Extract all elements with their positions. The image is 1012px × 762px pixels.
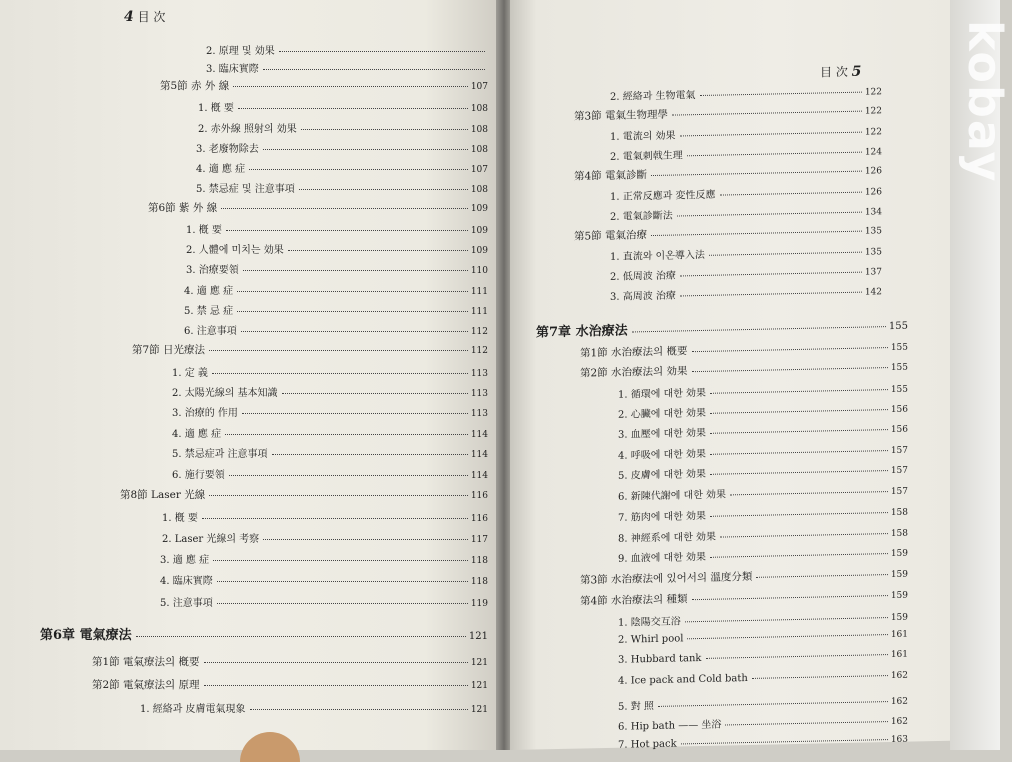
dot-leader [687,152,862,157]
toc-entry-label: 2. 太陽光線의 基本知識 [172,388,278,399]
toc-entry-label: 4. 適 應 症 [172,429,222,440]
toc-entry-label: 第4節 水治療法의 種類 [580,593,688,608]
toc-entry [40,624,488,643]
toc-entry-label: 9. 血液에 대한 効果 [618,551,707,565]
dot-leader [226,230,468,231]
toc-entry-label: 3. 臨床實際 [206,64,259,75]
dot-leader [212,373,468,374]
toc-entry-label: 第3節 電氣生物理學 [574,108,669,123]
dot-leader [658,701,888,707]
toc-entry [618,608,908,629]
toc-entry-label: 3. 老廢物除去 [196,144,259,155]
toc-entry-label: 4. 適 應 症 [184,286,234,297]
toc-entry-page: 113 [470,369,488,379]
dot-leader [241,331,468,332]
dot-leader [238,108,468,109]
toc-entry-page: 161 [890,629,908,641]
toc-entry-label: 2. 心臟에 대한 効果 [618,407,707,421]
dot-leader [225,434,468,435]
dot-leader [263,539,468,540]
dot-leader [710,470,888,475]
toc-entry-label: 6. Hip bath —— 坐浴 [618,719,722,733]
toc-entry-page: 112 [470,327,488,337]
toc-entry [196,160,488,175]
toc-entry-page: 159 [890,548,908,560]
dot-leader [242,413,468,414]
toc-entry-page: 121 [470,658,488,668]
toc-entry-page: 119 [470,599,488,609]
toc-entry-label: 1. 循環에 대한 効果 [618,387,707,401]
toc-entry [618,524,908,545]
dot-leader [204,662,468,663]
toc-entry [610,262,882,283]
dot-leader [136,636,466,637]
toc-entry-page: 116 [470,491,488,501]
dot-leader [685,617,888,622]
toc-entry-label: 2. 赤外線 照射의 効果 [198,124,297,135]
toc-entry-label: 5. 禁 忌 症 [184,306,234,317]
toc-entry [574,162,882,183]
toc-entry-label: 2. 電氣診斷法 [610,210,673,223]
toc-entry [618,461,908,482]
dot-leader [217,581,468,582]
toc-entry [610,142,882,163]
right-page [510,0,950,750]
toc-entry-label: 5. 禁忌症 및 注意事項 [196,184,295,195]
toc-entry-page: 113 [470,389,488,399]
toc-entry-label: 第5節 電氣治療 [574,229,648,243]
toc-entry-page: 126 [864,187,882,198]
toc-entry [120,487,488,502]
dot-leader [677,212,862,217]
toc-entry-label: 5. 對 照 [618,700,654,713]
toc-entry-page: 122 [864,87,882,98]
toc-entry [610,202,882,223]
toc-entry-label: 第6章 電氣療法 [40,628,132,643]
toc-entry [162,530,488,545]
toc-entry [618,670,908,687]
toc-entry [618,692,908,713]
watermark-logo: kobay [958,20,1012,184]
dot-leader [301,129,468,130]
toc-entry [536,314,908,341]
toc-entry-page: 155 [888,320,908,333]
toc-entry-label: 3. 適 應 症 [160,555,210,566]
toc-entry-label: 8. 神經系에 대한 効果 [618,531,717,545]
toc-entry-page: 107 [470,82,488,92]
dot-leader [237,311,468,312]
toc-entry [184,282,488,297]
toc-entry-page: 114 [470,450,488,460]
dot-leader [730,491,888,495]
toc-entry-page: 126 [864,166,882,177]
toc-entry [184,322,488,337]
toc-entry [618,712,908,733]
toc-entry-page: 159 [890,590,908,602]
dot-leader [249,169,468,170]
toc-entry [618,544,908,565]
toc-entry-page: 157 [890,445,908,457]
toc-entry-page: 161 [890,649,908,661]
toc-entry [172,404,488,419]
toc-entry-page: 113 [470,409,488,419]
toc-entry-label: 4. 適 應 症 [196,164,246,175]
toc-entry [172,384,488,399]
toc-entry-page: 162 [890,716,908,728]
toc-entry [172,445,488,460]
toc-entry-page: 109 [470,226,488,236]
toc-entry-page: 122 [864,106,882,117]
toc-entry-page: 155 [890,384,908,396]
toc-entry-label: 第1節 電氣療法의 槪要 [92,656,200,668]
toc-entry [186,241,488,256]
toc-entry-label: 第6節 紫 外 線 [148,202,218,214]
toc-entry-page: 108 [470,145,488,155]
toc-entry-page: 156 [890,424,908,436]
toc-entry-label: 第7章 水治療法 [536,323,628,341]
dot-leader [680,132,862,137]
toc-entry-page: 108 [470,125,488,135]
toc-entry-page: 124 [864,147,882,158]
toc-entry-label: 3. Hubbard tank [618,652,702,666]
toc-entry [618,629,908,646]
toc-entry-label: 2. Whirl pool [618,633,684,646]
dot-leader [687,634,887,639]
dot-leader [243,270,468,271]
toc-entry [140,700,488,715]
toc-entry-label: 第2節 電氣療法의 原理 [92,679,200,691]
toc-entry-label: 4. 臨床實際 [160,576,213,587]
toc-entry [198,99,488,114]
toc-entry [618,482,908,503]
toc-entry-label: 1. 直流와 이온導入法 [610,249,705,263]
left-running-head [124,8,165,25]
toc-entry-page: 162 [890,696,908,708]
toc-entry-page: 157 [890,465,908,477]
toc-entry [574,102,882,123]
toc-entry [198,120,488,135]
dot-leader [710,512,888,517]
toc-entry [610,182,882,203]
dot-leader [692,347,888,352]
right-header-title: 目 次 [820,64,848,80]
dot-leader [672,111,862,116]
toc-entry-page: 109 [470,204,488,214]
toc-entry [186,261,488,276]
dot-leader [756,574,887,578]
toc-entry [574,222,882,243]
toc-entry [610,82,882,103]
toc-entry-page: 112 [470,346,488,356]
toc-entry-label: 2. 低周波 治療 [610,270,676,283]
toc-entry-page: 137 [864,267,882,278]
toc-entry [172,466,488,481]
toc-entry-label: 3. 高周波 治療 [610,290,676,303]
toc-entry-page: 159 [890,612,908,624]
toc-entry [580,359,908,381]
toc-entry-page: 114 [470,430,488,440]
toc-entry [618,734,908,751]
toc-entry-label: 5. 注意事項 [160,598,213,609]
toc-entry-label: 2. 原理 및 効果 [206,46,275,57]
toc-entry-label: 第8節 Laser 光線 [120,489,206,501]
toc-entry [92,677,488,692]
toc-entry-page: 158 [890,507,908,519]
toc-entry [618,380,908,401]
toc-entry [184,302,488,317]
dot-leader [692,367,888,372]
toc-entry [618,420,908,441]
toc-entry-label: 2. Laser 光線의 考察 [162,534,260,545]
toc-entry-page: 121 [470,681,488,691]
toc-entry [580,566,908,588]
toc-entry-page: 111 [470,307,488,317]
toc-entry [610,242,882,263]
toc-entry-label: 4. 呼吸에 대한 効果 [618,448,707,462]
toc-entry-label: 4. Ice pack and Cold bath [618,673,748,687]
dot-leader [204,685,468,686]
toc-entry [160,78,488,93]
dot-leader [720,533,888,538]
toc-entry-label: 2. 人體에 미치는 効果 [186,245,284,256]
dot-leader [632,326,886,332]
toc-entry-label: 3. 治療的 作用 [172,408,238,419]
toc-entry-page: 111 [470,287,488,297]
dot-leader [282,393,468,394]
toc-entry-page: 109 [470,246,488,256]
toc-entry-label: 第1節 水治療法의 槪要 [580,345,688,360]
toc-entry [618,503,908,524]
toc-entry [580,339,908,361]
toc-entry-page: 114 [470,471,488,481]
toc-entry-label: 第2節 水治療法의 効果 [580,365,688,380]
toc-entry-page: 117 [470,535,488,545]
toc-entry-page: 118 [470,577,488,587]
toc-entry-page: 107 [470,165,488,175]
toc-entry [618,441,908,462]
dot-leader [272,454,468,455]
toc-entry-label: 1. 槪 要 [198,103,234,114]
toc-entry [206,42,488,57]
toc-entry-page: 142 [864,287,882,298]
toc-entry [148,200,488,215]
toc-entry-page: 110 [470,266,488,276]
dot-leader [221,208,468,209]
toc-entry [610,122,882,143]
dot-leader [263,149,468,150]
toc-entry-page: 121 [470,705,488,715]
dot-leader [720,192,862,196]
dot-leader [651,171,862,176]
toc-entry [610,282,882,303]
toc-entry [172,364,488,379]
toc-entry [172,425,488,440]
toc-entry [618,400,908,421]
dot-leader [263,69,485,70]
toc-entry-page: 108 [470,185,488,195]
toc-entry [186,221,488,236]
toc-entry-page: 155 [890,362,908,374]
toc-entry-label: 1. 電流의 効果 [610,130,676,143]
toc-entry-page: 135 [864,247,882,258]
dot-leader [229,475,468,476]
toc-entry-label: 2. 經絡과 生物電氣 [610,90,696,103]
toc-entry-label: 3. 治療要領 [186,265,239,276]
dot-leader [299,189,468,190]
toc-entry [206,60,488,75]
toc-entry [92,654,488,669]
dot-leader [706,654,888,659]
toc-entry [196,180,488,195]
toc-entry-label: 1. 陰陽交互浴 [618,616,681,629]
toc-entry-label: 1. 槪 要 [186,225,222,236]
left-page [0,0,500,750]
dot-leader [209,495,468,496]
toc-entry-page: 159 [890,569,908,581]
dot-leader [250,709,468,710]
dot-leader [700,92,862,96]
toc-entry-label: 第5節 赤 外 線 [160,80,230,92]
toc-entry-page: 162 [890,670,908,682]
toc-entry [196,140,488,155]
toc-entry [580,587,908,609]
toc-entry-page: 116 [470,514,488,524]
dot-leader [710,429,888,434]
dot-leader [288,250,468,251]
dot-leader [710,389,888,394]
toc-entry-page: 134 [864,207,882,218]
toc-entry-page: 157 [890,486,908,498]
dot-leader [202,518,468,519]
dot-leader [710,450,888,455]
dot-leader [709,252,862,256]
toc-entry-label: 1. 正常反應과 変性反應 [610,189,716,203]
toc-entry-label: 第4節 電氣診斷 [574,169,648,183]
toc-entry-label: 6. 注意事項 [184,326,237,337]
toc-entry [160,572,488,587]
toc-entry-label: 7. 筋肉에 대한 効果 [618,510,707,524]
toc-entry-label: 7. Hot pack [618,738,677,751]
toc-entry [162,509,488,524]
toc-entry-label: 第3節 水治療法에 있어서의 溫度分類 [580,570,753,587]
right-running-head [820,63,861,81]
toc-entry-label: 3. 血壓에 대한 効果 [618,427,707,441]
toc-entry-label: 6. 新陳代謝에 대한 効果 [618,489,727,503]
toc-entry [618,649,908,666]
toc-entry [132,342,488,357]
dot-leader [237,291,468,292]
dot-leader [752,675,888,679]
left-header-title: 目 次 [137,10,166,24]
toc-entry-page: 158 [890,528,908,540]
toc-entry-label: 1. 槪 要 [162,513,198,524]
toc-entry-page: 163 [890,734,908,746]
toc-entry-label: 5. 皮膚에 대한 効果 [618,468,707,482]
right-page-number: 5 [851,63,862,80]
dot-leader [680,272,862,277]
left-page-number: 4 [124,9,134,25]
dot-leader [233,86,468,87]
dot-leader [710,553,888,558]
dot-leader [651,231,862,236]
dot-leader [279,51,485,52]
dot-leader [680,292,862,297]
toc-entry-page: 108 [470,104,488,114]
dot-leader [217,603,468,604]
toc-entry-label: 6. 施行要領 [172,470,225,481]
toc-entry-page: 121 [468,631,488,642]
toc-entry [160,551,488,566]
toc-entry-label: 5. 禁忌症과 注意事項 [172,449,268,460]
toc-entry-page: 135 [864,226,882,237]
dot-leader [710,409,888,414]
dot-leader [725,721,887,725]
toc-entry-page: 118 [470,556,488,566]
toc-entry-page: 155 [890,342,908,354]
toc-entry-label: 第7節 日光療法 [132,344,206,356]
toc-entry-page: 122 [864,127,882,138]
toc-entry [160,594,488,609]
toc-entry-page: 156 [890,404,908,416]
toc-entry-label: 2. 電氣刺戟生理 [610,150,683,163]
toc-entry-label: 1. 經絡과 皮膚電氣現象 [140,704,246,715]
toc-entry-label: 1. 定 義 [172,368,208,379]
dot-leader [209,350,468,351]
dot-leader [681,739,888,744]
dot-leader [692,595,888,600]
dot-leader [213,560,468,561]
